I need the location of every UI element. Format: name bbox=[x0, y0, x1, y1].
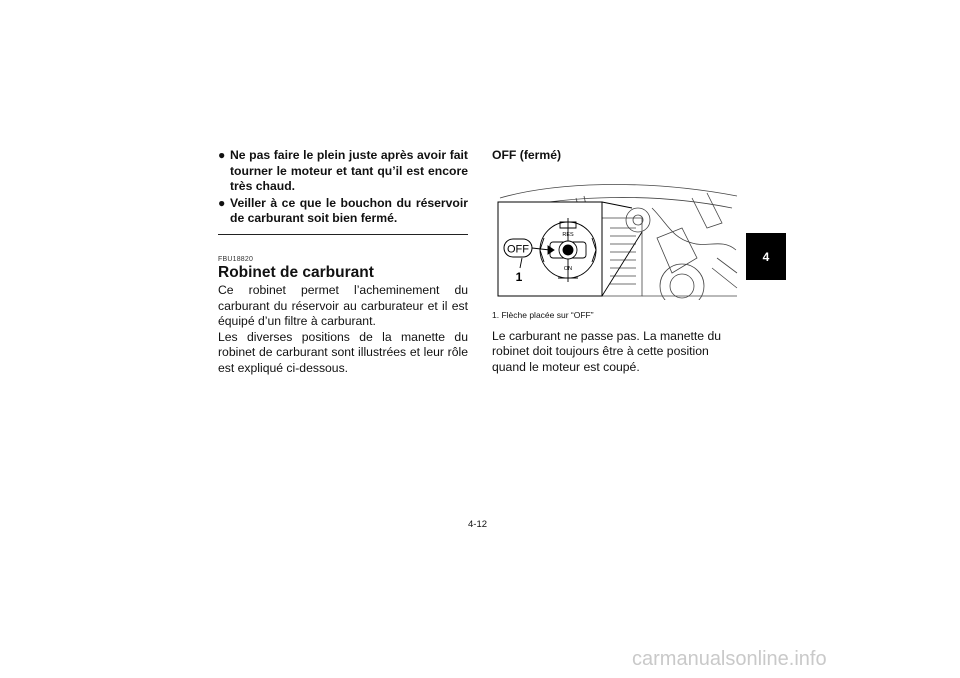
figure-caption: 1. Flèche placée sur “OFF” bbox=[492, 309, 594, 320]
warning-text: Veiller à ce que le bouchon du réservoir de carburant soit bien fermé. bbox=[230, 195, 468, 226]
on-label: ON bbox=[563, 265, 573, 272]
section-code: FBU18820 bbox=[218, 255, 254, 263]
bullet-icon: ● bbox=[218, 195, 226, 210]
off-label: OFF bbox=[507, 243, 529, 256]
fuel-cock-drawing bbox=[492, 178, 740, 300]
watermark: carmanualsonline.info bbox=[632, 648, 827, 670]
section-paragraph: Les diverses positions de la manette du robinet de carburant sont illustrées et leur rôle est expliqué ci-dessous. bbox=[218, 329, 468, 375]
divider bbox=[218, 234, 468, 235]
page-number: 4-12 bbox=[468, 519, 488, 530]
fuel-cock-illustration bbox=[492, 178, 740, 300]
off-description: Le carburant ne passe pas. La manette du robinet doit toujours être à cette position quand le moteur est coupé. bbox=[492, 328, 722, 374]
left-column bbox=[218, 148, 468, 377]
chapter-tab: 4 bbox=[746, 233, 786, 280]
res-label: RES bbox=[562, 231, 574, 238]
off-heading: OFF (fermé) bbox=[492, 148, 562, 162]
warning-text: Ne pas faire le plein juste après avoir fait tourner le moteur et tant qu’il est encore très chaud. bbox=[230, 148, 468, 194]
section-title: Robinet de carburant bbox=[218, 263, 374, 281]
warning-item bbox=[218, 148, 468, 195]
right-column bbox=[492, 148, 742, 375]
bullet-icon: ● bbox=[218, 148, 226, 162]
section-paragraph: Ce robinet permet l’acheminement du carburant du réservoir au carburateur et il est équipé d’un filtre à carburant. bbox=[218, 282, 468, 329]
warning-item bbox=[218, 196, 468, 227]
callout-number: 1 bbox=[515, 269, 523, 284]
